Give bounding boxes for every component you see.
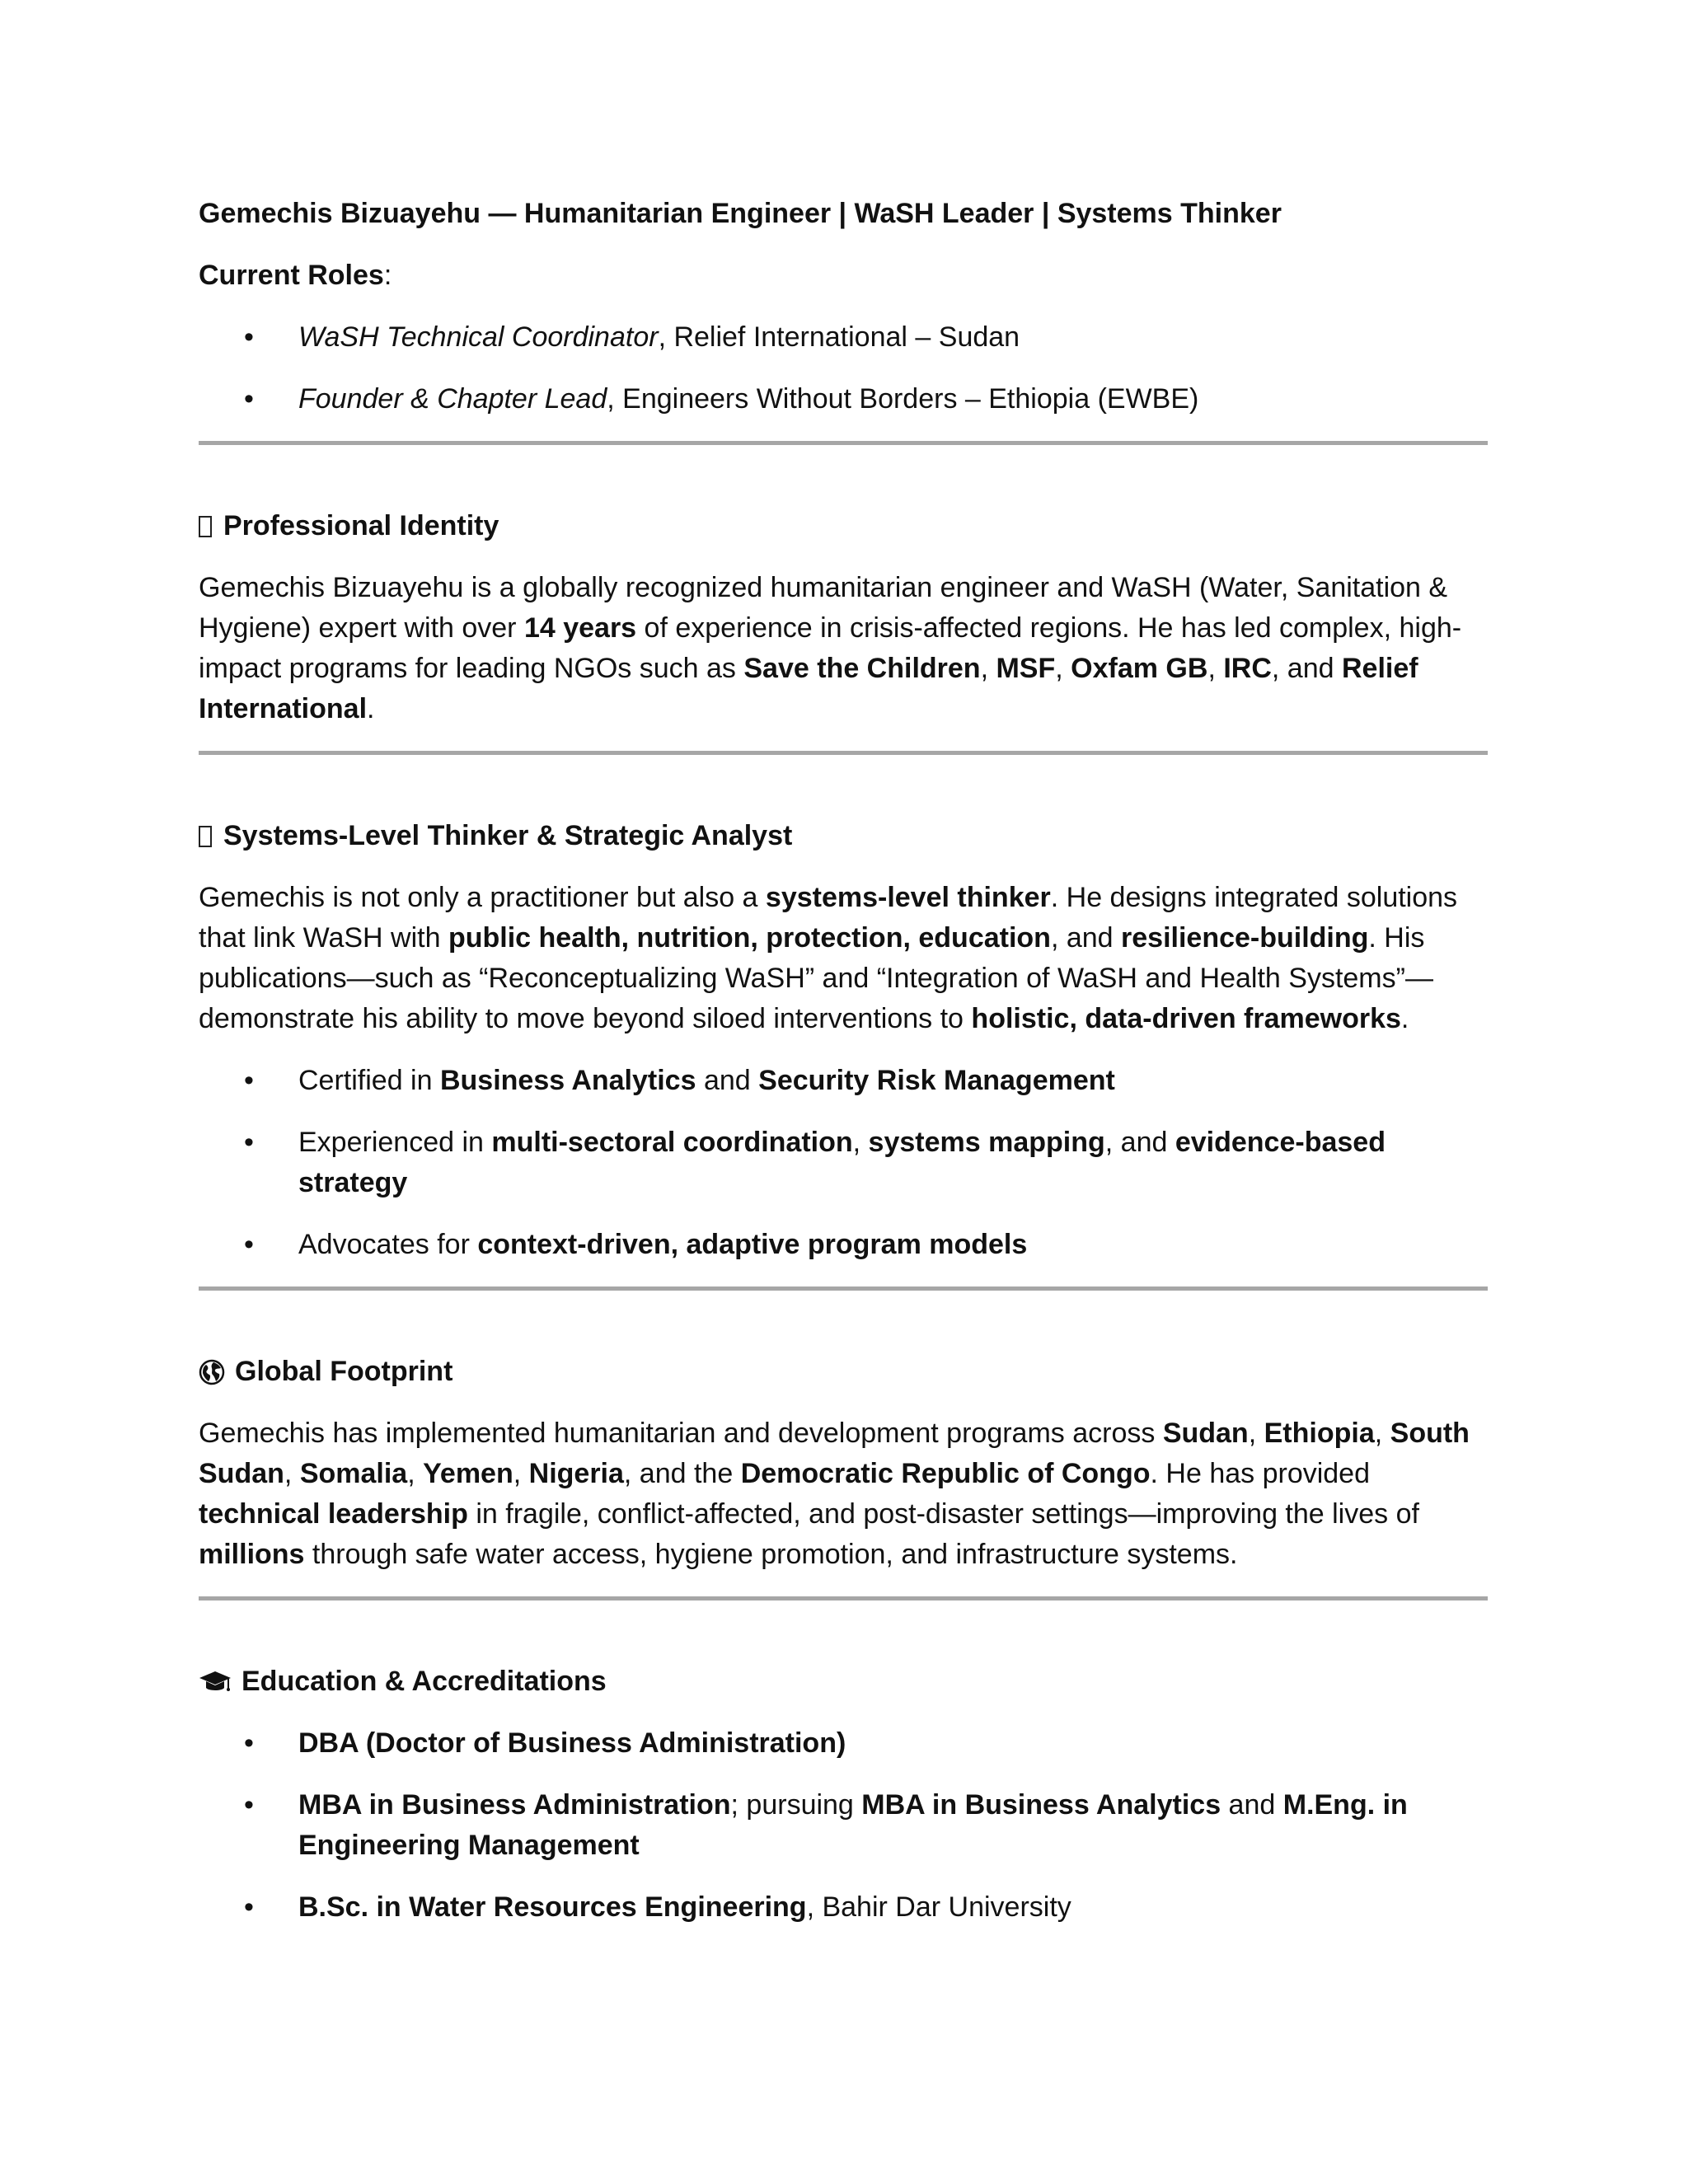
text-run: , and (1271, 653, 1342, 684)
bold-run: IRC (1223, 653, 1272, 684)
text-run: of experience in crisis-affected regions. He has led complex, high-impact programs for leading NGOs such as (199, 612, 1462, 684)
systems-bullet-list (199, 1061, 1488, 1265)
text-run: , (1207, 653, 1224, 684)
text-run: . His publications—such as “Reconceptualizing WaSH” and “Integration of WaSH and Health Systems”—demonstrate his ability to move beyond siloed interventions to (199, 922, 1433, 1034)
bullet-icon: • (244, 1065, 254, 1096)
text-run: . (1400, 1003, 1409, 1034)
text-run: ; pursuing (730, 1789, 862, 1821)
text-run: Gemechis is not only a practitioner but also a (199, 882, 766, 913)
role-org: , Engineers Without Borders – Ethiopia (EWBE) (607, 383, 1199, 415)
current-roles-label (199, 255, 1488, 296)
role-title: Founder & Chapter Lead (298, 383, 607, 415)
bold-run: MBA in Business Analytics (861, 1789, 1221, 1821)
bold-run: holistic, data-driven frameworks (971, 1003, 1401, 1034)
bold-run: South Sudan (199, 1418, 1470, 1489)
text-run: in fragile, conflict-affected, and post-disaster settings—improving the lives of (467, 1498, 1419, 1530)
roles-list (199, 317, 1488, 419)
bold-run: Nigeria (528, 1458, 624, 1489)
bold-run: Security Risk Management (758, 1065, 1115, 1096)
education-bullet-list (199, 1723, 1488, 1928)
text-run: , and (1050, 922, 1122, 954)
text-run: Certified in (298, 1065, 440, 1096)
text-run: Experienced in (298, 1127, 492, 1158)
role-title: WaSH Technical Coordinator (298, 321, 659, 353)
bullet-icon: • (244, 321, 254, 353)
text-run: Gemechis has implemented humanitarian and development programs across (199, 1418, 1163, 1449)
role-org: , Relief International – Sudan (658, 321, 1020, 353)
systems-thinker-paragraph (199, 878, 1488, 1039)
bold-run: Sudan (1162, 1418, 1249, 1449)
text-run: , (513, 1458, 529, 1489)
text-run: , (1248, 1418, 1264, 1449)
text-run: , Bahir Dar University (806, 1891, 1071, 1923)
section-heading-text: Systems-Level Thinker & Strategic Analyst (223, 820, 793, 851)
section-heading-text: Global Footprint (235, 1356, 453, 1387)
missing-glyph-icon (199, 516, 212, 537)
roles-label-text: Current Roles (199, 260, 384, 291)
section-heading-education (199, 1661, 1488, 1702)
bold-run: MBA in Business Administration (298, 1789, 731, 1821)
section-heading-professional-identity (199, 506, 1488, 546)
bold-run: context-driven, adaptive program models (477, 1229, 1028, 1260)
text-run: , (980, 653, 996, 684)
bullet-icon: • (244, 1891, 254, 1923)
section-heading-text: Professional Identity (223, 510, 499, 541)
global-footprint-paragraph (199, 1413, 1488, 1575)
list-item (199, 317, 1488, 358)
list-item (199, 1723, 1488, 1764)
roles-label-colon: : (383, 260, 392, 291)
bold-run: Business Analytics (439, 1065, 696, 1096)
text-run: , and (1104, 1127, 1175, 1158)
list-item (199, 1122, 1488, 1203)
bold-run: B.Sc. in Water Resources Engineering (298, 1891, 807, 1923)
list-item (199, 1785, 1488, 1866)
horizontal-rule (199, 751, 1488, 755)
bold-run: multi-sectoral coordination (491, 1127, 853, 1158)
bold-run: Relief International (199, 653, 1418, 724)
text-run: . (367, 693, 375, 724)
bold-run: Yemen (423, 1458, 513, 1489)
bold-run: systems mapping (868, 1127, 1105, 1158)
text-run: and (696, 1065, 759, 1096)
bold-run: evidence-based strategy (298, 1127, 1386, 1198)
section-heading-text: Education & Accreditations (241, 1666, 607, 1697)
horizontal-rule (199, 1286, 1488, 1291)
text-run: . He has provided (1150, 1458, 1371, 1489)
section-heading-global-footprint (199, 1352, 1488, 1392)
bold-run: millions (199, 1539, 305, 1570)
bold-run: M.Eng. in Engineering Management (298, 1789, 1408, 1861)
bold-run: Save the Children (743, 653, 981, 684)
list-item (199, 1225, 1488, 1265)
text-run: , (407, 1458, 424, 1489)
bullet-icon: • (244, 1727, 254, 1759)
text-run: and (1221, 1789, 1283, 1821)
bold-run: 14 years (523, 612, 637, 644)
section-heading-systems-thinker (199, 816, 1488, 856)
list-item (199, 379, 1488, 419)
bold-run: Ethiopia (1264, 1418, 1375, 1449)
bold-run: Somalia (299, 1458, 408, 1489)
bold-run: Democratic Republic of Congo (740, 1458, 1151, 1489)
text-run: . He designs integrated solutions that link WaSH with (199, 882, 1458, 954)
graduation-cap-icon (199, 1669, 232, 1695)
text-run: , (1055, 653, 1071, 684)
bold-run: public health, nutrition, protection, education (448, 922, 1051, 954)
bold-run: systems-level thinker (765, 882, 1051, 913)
text-run: , (284, 1458, 300, 1489)
horizontal-rule (199, 441, 1488, 445)
bullet-icon: • (244, 383, 254, 415)
text-run: through safe water access, hygiene promotion, and infrastructure systems. (304, 1539, 1238, 1570)
bold-run: Oxfam GB (1071, 653, 1208, 684)
text-run: , (852, 1127, 869, 1158)
horizontal-rule (199, 1596, 1488, 1601)
document-page (199, 194, 1488, 1949)
text-run: , and the (623, 1458, 741, 1489)
text-run: Gemechis Bizuayehu is a globally recognized humanitarian engineer and WaSH (Water, Sanitation & Hygiene) expert with over (199, 572, 1448, 644)
bullet-icon: • (244, 1229, 254, 1260)
bullet-icon: • (244, 1789, 254, 1821)
text-run: , (1374, 1418, 1390, 1449)
bold-run: DBA (Doctor of Business Administration) (298, 1727, 846, 1759)
professional-identity-paragraph (199, 568, 1488, 729)
list-item (199, 1061, 1488, 1101)
bold-run: resilience-building (1121, 922, 1369, 954)
bullet-icon: • (244, 1127, 254, 1158)
document-title: Gemechis Bizuayehu — Humanitarian Engineer | WaSH Leader | Systems Thinker (199, 198, 1282, 229)
globe-icon (199, 1359, 225, 1385)
list-item (199, 1887, 1488, 1928)
missing-glyph-icon (199, 826, 212, 847)
bold-run: MSF (996, 653, 1056, 684)
bold-run: technical leadership (199, 1498, 468, 1530)
text-run: Advocates for (298, 1229, 478, 1260)
